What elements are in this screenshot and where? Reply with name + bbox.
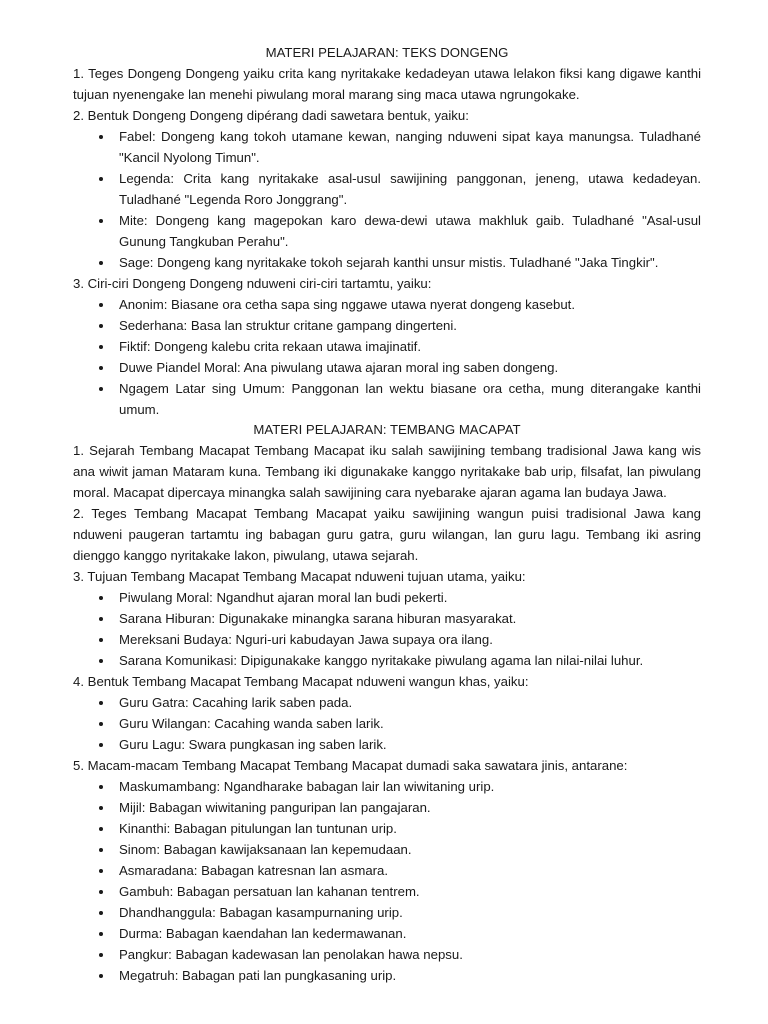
list-item: Sarana Komunikasi: Dipigunakake kanggo nyritakake piwulang agama lan nilai-nilai luhur. — [73, 650, 701, 671]
list-item: Ngagem Latar sing Umum: Panggonan lan wektu biasane ora cetha, mung diterangake kanthi umum. — [73, 378, 701, 420]
list-item: Guru Gatra: Cacahing larik saben pada. — [73, 692, 701, 713]
list-item: Sarana Hiburan: Digunakake minangka sarana hiburan masyarakat. — [73, 608, 701, 629]
list-item: Maskumambang: Ngandharake babagan lair lan wiwitaning urip. — [73, 776, 701, 797]
list-item: Legenda: Crita kang nyritakake asal-usul sawijining panggonan, jeneng, utawa kedadeyan. Tuladhané "Legenda Roro Jonggrang". — [73, 168, 701, 210]
list-item: Mereksani Budaya: Nguri-uri kabudayan Jawa supaya ora ilang. — [73, 629, 701, 650]
section-title-dongeng: MATERI PELAJARAN: TEKS DONGENG — [265, 45, 509, 60]
list-item: Sinom: Babagan kawijaksanaan lan kepemudaan. — [73, 839, 701, 860]
document-page — [73, 43, 701, 986]
paragraph-ciri-dongeng: 3. Ciri-ciri Dongeng Dongeng nduweni ciri-ciri tartamtu, yaiku: — [73, 276, 432, 291]
list-item: Duwe Piandel Moral: Ana piwulang utawa ajaran moral ing saben dongeng. — [73, 357, 701, 378]
section-title-macapat: MATERI PELAJARAN: TEMBANG MACAPAT — [253, 422, 521, 437]
list-item: Kinanthi: Babagan pitulungan lan tuntunan urip. — [73, 818, 701, 839]
list-item: Asmaradana: Babagan katresnan lan asmara. — [73, 860, 701, 881]
list-item: Anonim: Biasane ora cetha sapa sing nggawe utawa nyerat dongeng kasebut. — [73, 294, 701, 315]
list-item: Guru Lagu: Swara pungkasan ing saben larik. — [73, 734, 701, 755]
list-item: Piwulang Moral: Ngandhut ajaran moral lan budi pekerti. — [73, 587, 701, 608]
list-macam-macapat — [73, 776, 701, 986]
list-item: Durma: Babagan kaendahan lan kedermawanan. — [73, 923, 701, 944]
list-item: Sage: Dongeng kang nyritakake tokoh sejarah kanthi unsur mistis. Tuladhané "Jaka Tingkir". — [73, 252, 701, 273]
list-ciri-dongeng — [73, 294, 701, 420]
list-item: Mite: Dongeng kang magepokan karo dewa-dewi utawa makhluk gaib. Tuladhané "Asal-usul Gunung Tangkuban Perahu". — [73, 210, 701, 252]
list-bentuk-macapat — [73, 692, 701, 755]
list-item: Pangkur: Babagan kadewasan lan penolakan hawa nepsu. — [73, 944, 701, 965]
list-item: Guru Wilangan: Cacahing wanda saben larik. — [73, 713, 701, 734]
paragraph-bentuk-macapat: 4. Bentuk Tembang Macapat Tembang Macapat nduweni wangun khas, yaiku: — [73, 674, 529, 689]
paragraph-tujuan-macapat: 3. Tujuan Tembang Macapat Tembang Macapat nduweni tujuan utama, yaiku: — [73, 569, 526, 584]
list-item: Fabel: Dongeng kang tokoh utamane kewan, nanging nduweni sipat kaya manungsa. Tuladhané "Kancil Nyolong Timun". — [73, 126, 701, 168]
list-item: Sederhana: Basa lan struktur critane gampang dingerteni. — [73, 315, 701, 336]
list-item: Megatruh: Babagan pati lan pungkasaning urip. — [73, 965, 701, 986]
list-tujuan-macapat — [73, 587, 701, 671]
list-bentuk-dongeng — [73, 126, 701, 273]
list-item: Mijil: Babagan wiwitaning panguripan lan pangajaran. — [73, 797, 701, 818]
list-item: Dhandhanggula: Babagan kasampurnaning urip. — [73, 902, 701, 923]
list-item: Gambuh: Babagan persatuan lan kahanan tentrem. — [73, 881, 701, 902]
paragraph-macam-macapat: 5. Macam-macam Tembang Macapat Tembang Macapat dumadi saka sawatara jinis, antarane: — [73, 758, 628, 773]
list-item: Fiktif: Dongeng kalebu crita rekaan utawa imajinatif. — [73, 336, 701, 357]
paragraph-bentuk-dongeng: 2. Bentuk Dongeng Dongeng dipérang dadi sawetara bentuk, yaiku: — [73, 108, 469, 123]
paragraph-sejarah-macapat: 1. Sejarah Tembang Macapat Tembang Macapat iku salah sawijining tembang tradisional Jawa kang wis ana wiwit jaman Mataram kuna. Tembang iki digunakake kanggo nyritakake bab urip, filsafat, lan piwulang moral. Macapat dipercaya minangka salah sawijining cara nyebarake ajaran agama lan budaya Jawa. — [73, 443, 701, 500]
paragraph-teges-dongeng: 1. Teges Dongeng Dongeng yaiku crita kang nyritakake kedadeyan utawa lelakon fiksi kang digawe kanthi tujuan nyenengake lan menehi piwulang moral marang sing maca utawa ngrungokake. — [73, 66, 701, 102]
paragraph-teges-macapat: 2. Teges Tembang Macapat Tembang Macapat yaiku sawijining wangun puisi tradisional Jawa kang nduweni paugeran tartamtu ing babagan guru gatra, guru wilangan, lan guru lagu. Tembang iki asring dienggo kanggo nyritakake lakon, piwulang, utawa sejarah. — [73, 506, 701, 563]
